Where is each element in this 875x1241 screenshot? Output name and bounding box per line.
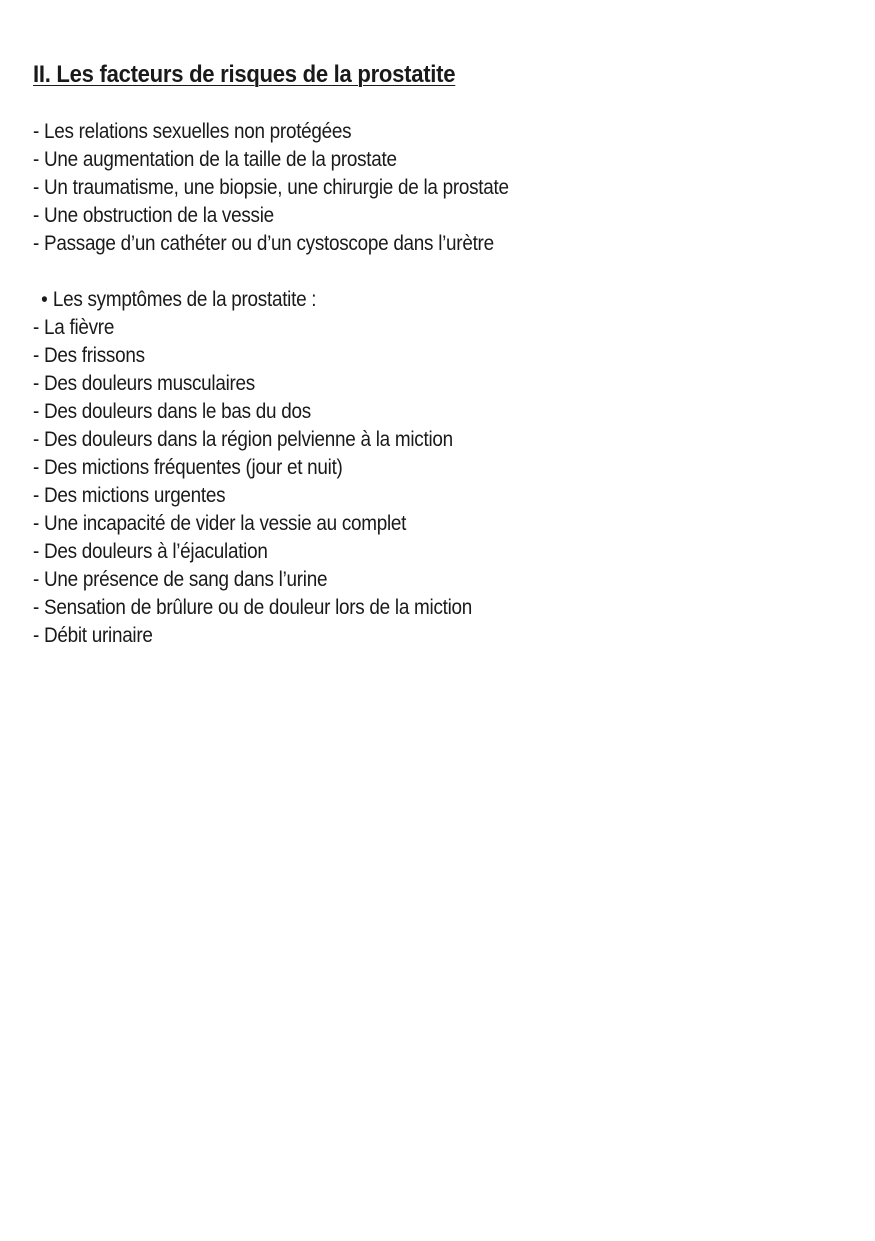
list-item: - Débit urinaire	[33, 624, 153, 647]
list-item: - Des mictions urgentes	[33, 484, 226, 507]
section-heading: II. Les facteurs de risques de la prostatite	[33, 61, 456, 88]
list-item: - Passage d’un cathéter ou d’un cystoscope dans l’urètre	[33, 232, 494, 255]
symptoms-list	[33, 314, 833, 650]
list-item: - Des douleurs dans la région pelvienne à la miction	[33, 428, 453, 451]
list-item: - Une incapacité de vider la vessie au complet	[33, 512, 407, 535]
bullet-icon: •	[41, 288, 48, 311]
risk-factors-list	[33, 118, 833, 258]
list-item: - Un traumatisme, une biopsie, une chirurgie de la prostate	[33, 176, 509, 199]
document-page	[33, 58, 833, 650]
list-item: - Une obstruction de la vessie	[33, 204, 274, 227]
list-item: - Des douleurs musculaires	[33, 372, 255, 395]
list-item: - Sensation de brûlure ou de douleur lors de la miction	[33, 596, 473, 619]
list-item: - Des mictions fréquentes (jour et nuit)	[33, 456, 343, 479]
symptoms-section	[33, 286, 833, 650]
list-item: - Les relations sexuelles non protégées	[33, 120, 352, 143]
symptoms-title	[33, 286, 753, 314]
symptoms-title-text: Les symptômes de la prostatite :	[52, 288, 317, 311]
list-item: - Une présence de sang dans l’urine	[33, 568, 328, 591]
list-item: - Des douleurs dans le bas du dos	[33, 400, 311, 423]
list-item: - Des frissons	[33, 344, 145, 367]
list-item: - La fièvre	[33, 316, 115, 339]
list-item: - Des douleurs à l’éjaculation	[33, 540, 268, 563]
list-item: - Une augmentation de la taille de la prostate	[33, 148, 397, 171]
